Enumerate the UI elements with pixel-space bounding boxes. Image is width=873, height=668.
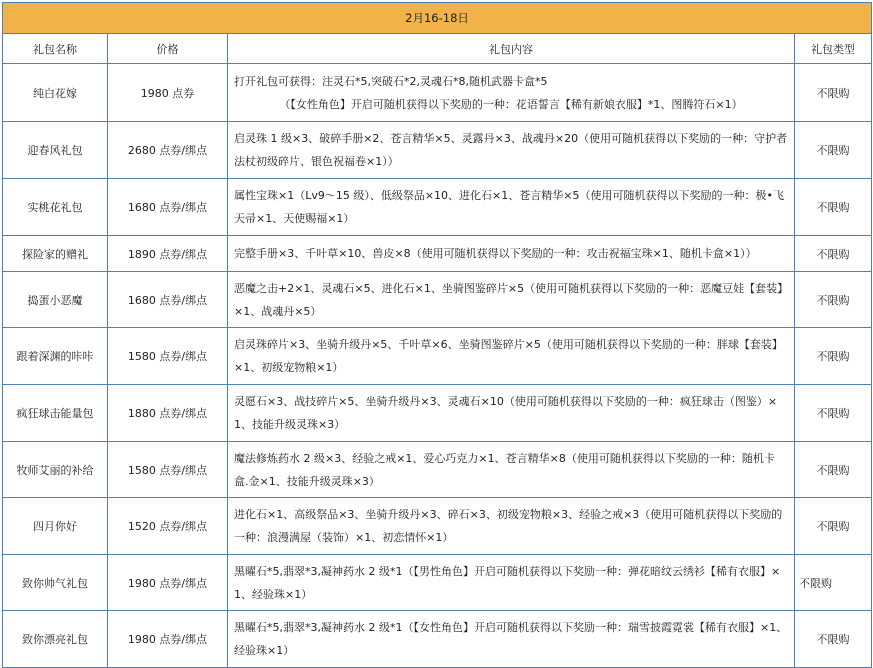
pack-price: 1580 点券/绑点 [108,328,228,385]
pack-price: 1980 点券 [108,64,228,122]
pack-name: 实桃花礼包 [3,179,108,236]
table-row [3,64,872,122]
pack-price: 1980 点券/绑点 [108,555,228,611]
pack-type: 不限购 [795,328,872,385]
pack-type: 不限购 [795,498,872,555]
pack-name: 跟着深渊的咔咔 [3,328,108,385]
pack-price: 1520 点券/绑点 [108,498,228,555]
header-row [3,34,872,64]
pack-content-line1: 打开礼包可获得：注灵石*5,突破石*2,灵魂石*8,随机武器卡盒*5 [234,74,548,88]
pack-content: 恶魔之击+2×1、灵魂石×5、进化石×1、坐骑图鉴碎片×5（使用可随机获得以下奖励的一种：恶魔豆娃【套装】×1、战魂丹×5） [228,272,795,328]
pack-content: 启灵珠 1 级×3、破碎手册×2、苍言精华×5、灵露丹×3、战魂丹×20（使用可随机获得以下奖励的一种：守护者法杖初级碎片、银色祝福卷×1）） [228,122,795,179]
pack-name: 牧师艾丽的补给 [3,442,108,498]
pack-name: 致你帅气礼包 [3,555,108,611]
pack-content [228,64,795,122]
table-row [3,122,872,179]
pack-name: 纯白花嫁 [3,64,108,122]
table-row [3,272,872,328]
pack-name: 四月你好 [3,498,108,555]
pack-type: 不限购 [795,122,872,179]
pack-type: 不限购 [795,236,872,272]
table-row [3,498,872,555]
pack-content: 魔法修炼药水 2 级×3、经验之戒×1、爱心巧克力×1、苍言精华×8（使用可随机获得以下奖励的一种：随机卡盒.金×1、技能升级灵珠×3） [228,442,795,498]
pack-type: 不限购 [795,272,872,328]
pack-price: 1890 点券/绑点 [108,236,228,272]
pack-content: 完整手册×3、千叶草×10、兽皮×8（使用可随机获得以下奖励的一种：攻击祝福宝珠×1、随机卡盒×1）） [228,236,795,272]
pack-name: 致你漂亮礼包 [3,611,108,668]
table-row [3,555,872,611]
pack-name: 探险家的赠礼 [3,236,108,272]
pack-content: 黑曜石*5,翡翠*3,凝神药水 2 级*1（【女性角色】开启可随机获得以下奖励一种：瑞雪披霞霓裳【稀有衣服】×1、经验珠×1） [228,611,795,668]
pack-name: 疯狂球击能量包 [3,385,108,442]
pack-content: 属性宝珠×1（Lv9～15 级）、低级祭品×10、进化石×1、苍言精华×5（使用可随机获得以下奖励的一种：极•飞天帚×1、天使赐福×1） [228,179,795,236]
pack-price: 1680 点券/绑点 [108,179,228,236]
pack-type: 不限购 [795,64,872,122]
header-type: 礼包类型 [795,34,872,64]
pack-content: 灵愿石×3、战技碎片×5、坐骑升级丹×3、灵魂石×10（使用可随机获得以下奖励的一种：疯狂球击（图鉴）×1、技能升级灵珠×3） [228,385,795,442]
gift-pack-table [2,2,872,668]
pack-content-line2: （【女性角色】开启可随机获得以下奖励的一种：花语誓言【稀有新娘衣服】*1、图腾符石×1） [279,97,743,111]
table-row [3,385,872,442]
table-row [3,442,872,498]
pack-price: 1680 点券/绑点 [108,272,228,328]
pack-type: 不限购 [795,179,872,236]
pack-content: 启灵珠碎片×3、坐骑升级丹×5、千叶草×6、坐骑图鉴碎片×5（使用可随机获得以下奖励的一种：胖球【套装】×1、初级宠物粮×1） [228,328,795,385]
table-title: 2月16-18日 [3,3,872,34]
table-row [3,236,872,272]
table-row [3,179,872,236]
pack-price: 1980 点券/绑点 [108,611,228,668]
table-row [3,611,872,668]
pack-type: 不限购 [795,442,872,498]
pack-price: 2680 点券/绑点 [108,122,228,179]
pack-name: 迎春风礼包 [3,122,108,179]
pack-price: 1880 点券/绑点 [108,385,228,442]
header-price: 价格 [108,34,228,64]
table-row [3,328,872,385]
header-content: 礼包内容 [228,34,795,64]
pack-name: 捣蛋小恶魔 [3,272,108,328]
header-name: 礼包名称 [3,34,108,64]
pack-content: 进化石×1、高级祭品×3、坐骑升级丹×3、碎石×3、初级宠物粮×3、经验之戒×3（使用可随机获得以下奖励的一种：浪漫满屋（装饰）×1、初恋情怀×1） [228,498,795,555]
pack-price: 1580 点券/绑点 [108,442,228,498]
pack-type: 不限购 [795,385,872,442]
pack-type: 不限购 [795,555,872,611]
pack-type: 不限购 [795,611,872,668]
title-row [3,3,872,34]
pack-content: 黑曜石*5,翡翠*3,凝神药水 2 级*1（【男性角色】开启可随机获得以下奖励一种：弹花暗纹云绣衫【稀有衣服】×1、经验珠×1） [228,555,795,611]
